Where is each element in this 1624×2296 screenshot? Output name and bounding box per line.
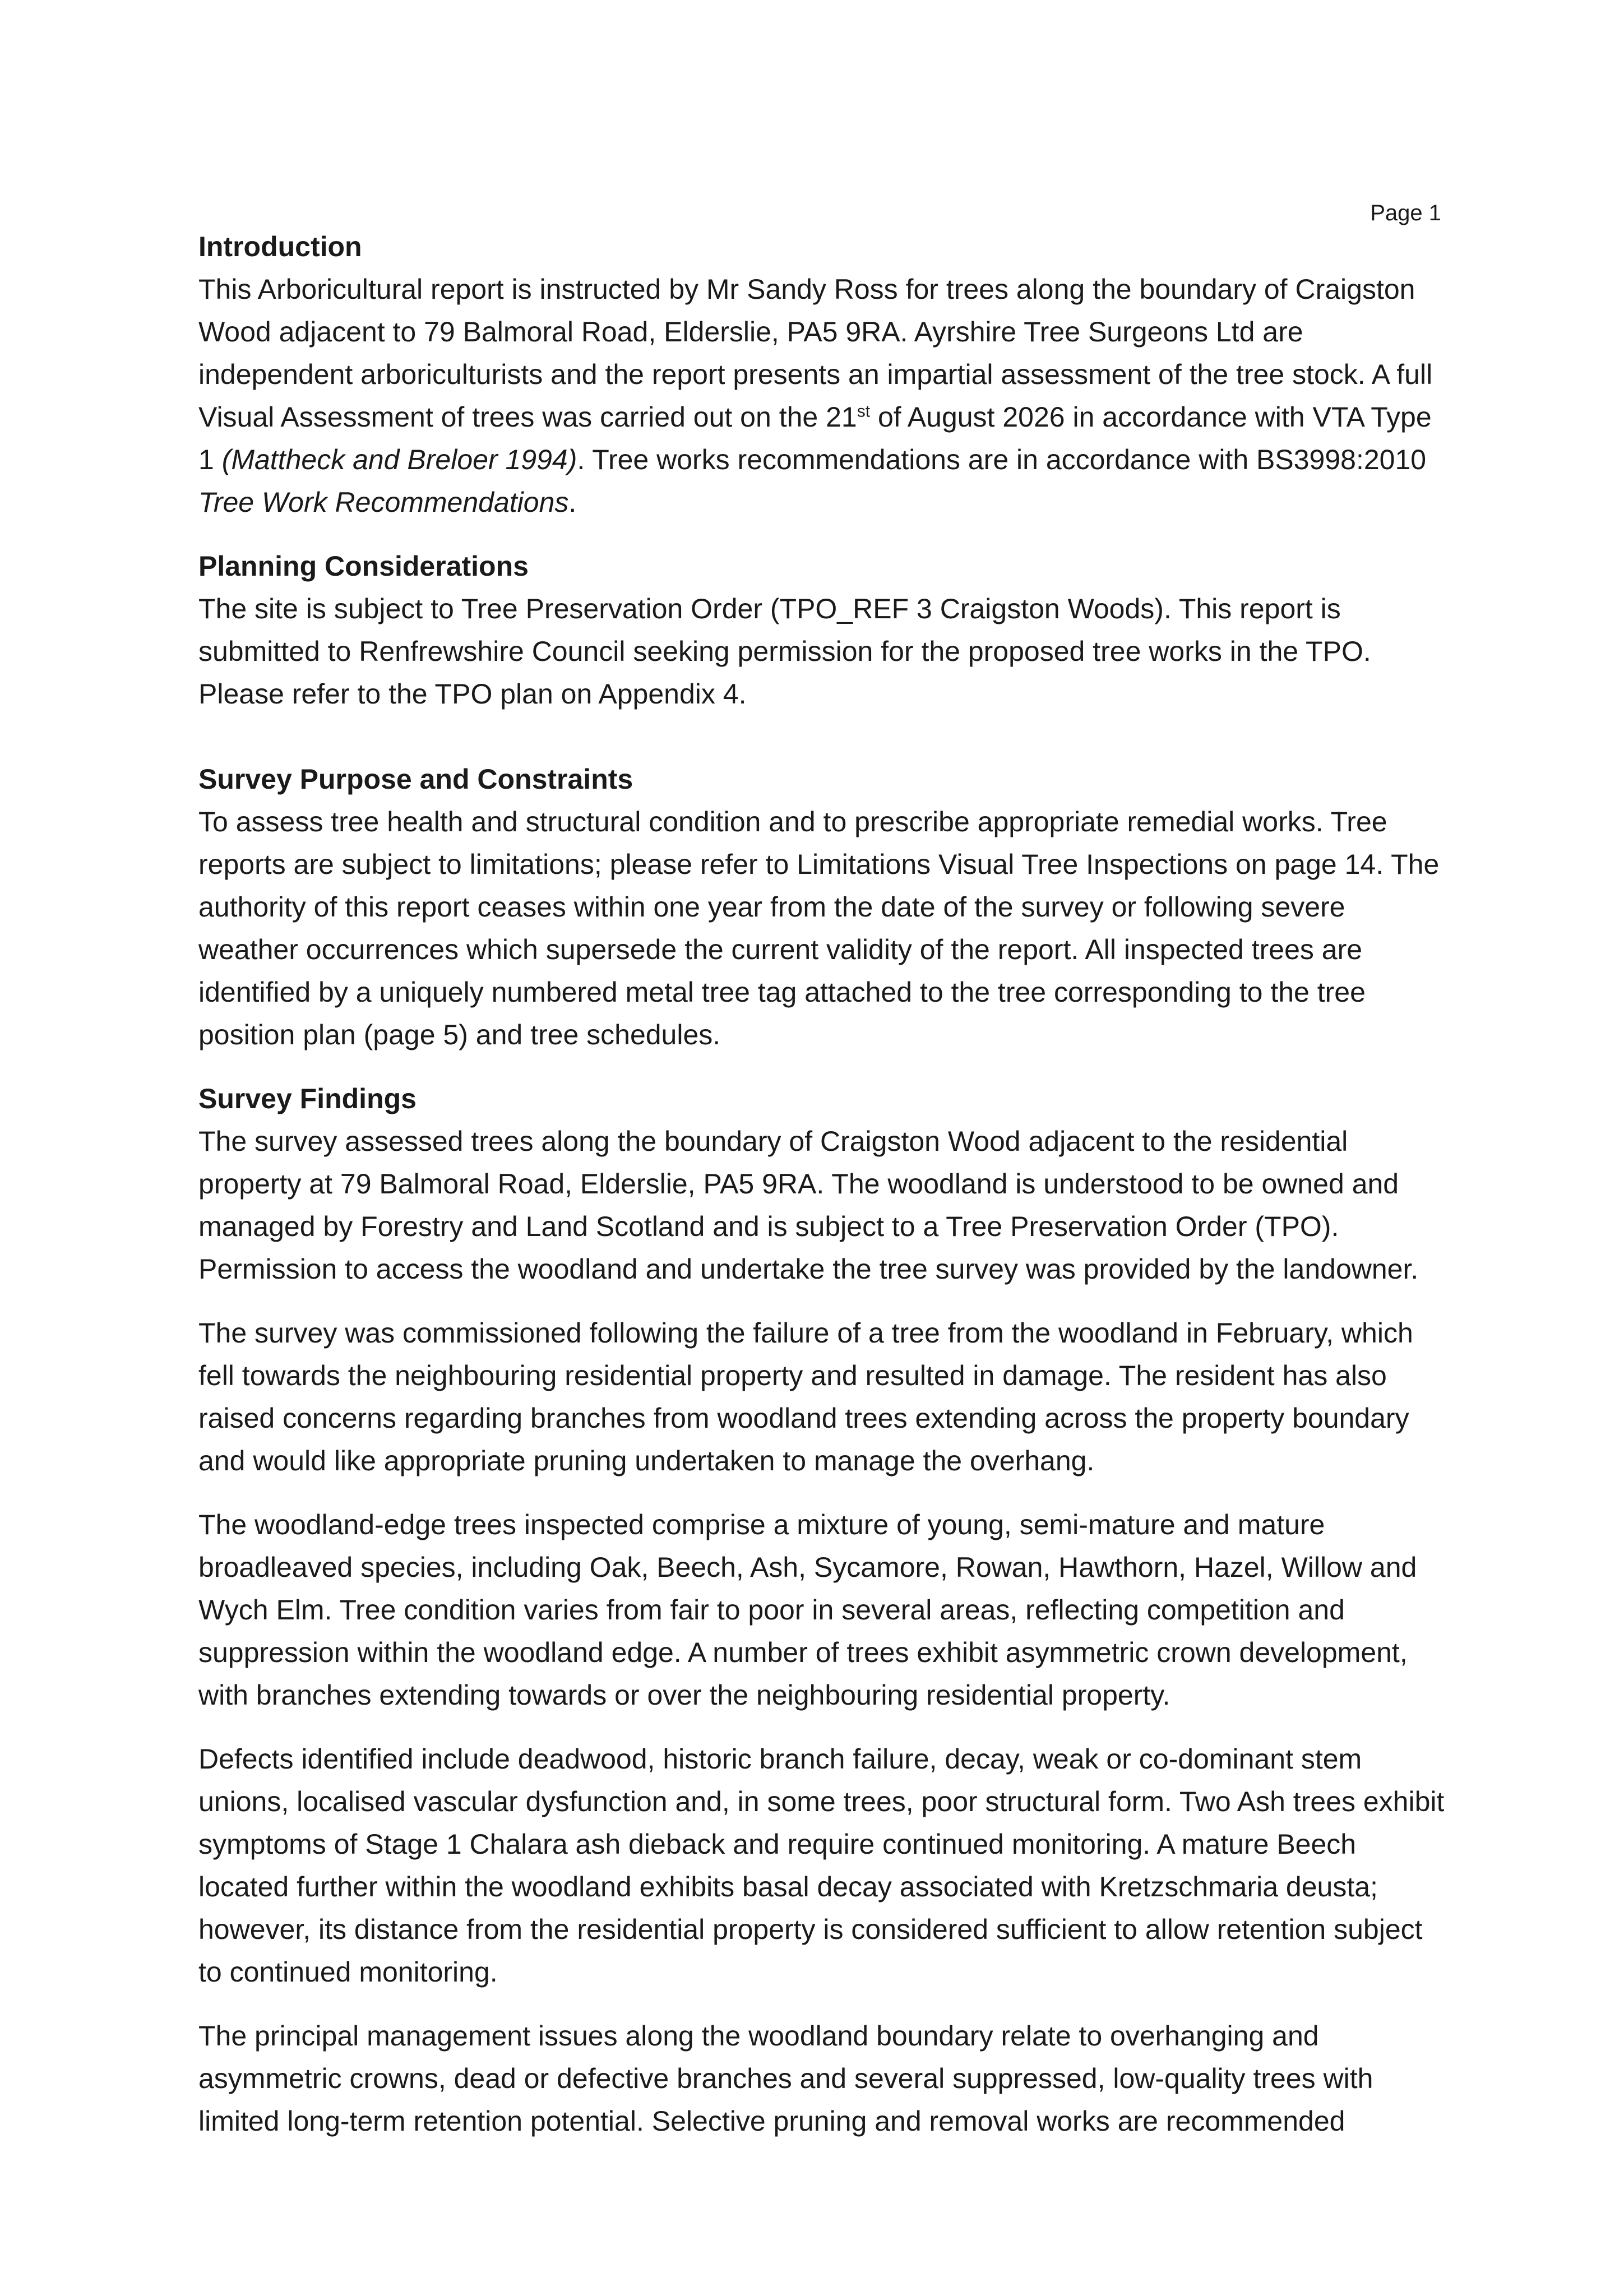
intro-text-1: This Arboricultural report is instructed by Mr Sandy Ross for trees along the boundary of Craigston Wood adjacent to 79 Balmoral Road, Elderslie, PA5 9RA. Ayrshire Tree Surgeons Ltd are independent arboriculturists and the report presents an impartial assessment of the tree stock. A full Visual Assessment of trees was carried out on the 21 [198,274,1433,433]
findings-paragraph-2: The survey was commissioned following the failure of a tree from the woodland in February, which fell towards the neighbouring residential property and resulted in damage. The resident has also raised concerns regarding branches from woodland trees extending across the property boundary and would like appropriate pruning undertaken to manage the overhang. [198,1317,1413,1476]
findings-paragraph-1: The survey assessed trees along the boundary of Craigston Wood adjacent to the residential property at 79 Balmoral Road, Elderslie, PA5 9RA. The woodland is understood to be owned and managed by Forestry and Land Scotland and is subject to a Tree Preservation Order (TPO). Permission to access the woodland and undertake the tree survey was provided by the landowner. [198,1126,1419,1285]
findings-paragraph-5: The principal management issues along the woodland boundary relate to overhanging and asymmetric crowns, dead or defective branches and several suppressed, low-quality trees with limited long-term retention potential. Selective pruning and removal works are recommended [198,2020,1373,2137]
intro-text-end: . [568,487,577,518]
vta-citation: (Mattheck and Breloer 1994) [221,444,577,475]
planning-paragraph: The site is subject to Tree Preservation Order (TPO_REF 3 Craigston Woods). This report is submitted to Renfrewshire Council seeking permission for the proposed tree works in the TPO. Please refer to the TPO plan on Appendix 4. [198,593,1371,710]
planning-section [198,545,1449,715]
survey-purpose-paragraph: To assess tree health and structural condition and to prescribe appropriate remedial works. Tree reports are subject to limitations; please refer to Limitations Visual Tree Inspections on page 14. The authority of this report ceases within one year from the date of the survey or following severe weather occurrences which supersede the current validity of the report. All inspected trees are identified by a uniquely numbered metal tree tag attached to the tree corresponding to the tree position plan (page 5) and tree schedules. [198,806,1440,1050]
survey-findings-section [198,1077,1449,2142]
page-number: Page 1 [1370,201,1441,225]
survey-purpose-section [198,758,1449,1056]
planning-heading: Planning Considerations [198,550,529,582]
intro-text-2: of August 2026 in accordance with VTA Type 1 [198,401,1432,475]
intro-text-3: . Tree works recommendations are in accordance with BS3998:2010 [577,444,1427,475]
standard-title: Tree Work Recommendations [198,487,569,518]
report-body [198,225,1449,2142]
findings-paragraph-3: The woodland-edge trees inspected comprise a mixture of young, semi-mature and mature broadleaved species, including Oak, Beech, Ash, Sycamore, Rowan, Hawthorn, Hazel, Willow and Wych Elm. Tree condition varies from fair to poor in several areas, reflecting competition and suppression within the woodland edge. A number of trees exhibit asymmetric crown development, with branches extending towards or over the neighbouring residential property. [198,1509,1417,1711]
introduction-paragraph [198,268,1449,524]
introduction-heading: Introduction [198,231,362,262]
survey-findings-heading: Survey Findings [198,1083,417,1114]
survey-purpose-heading: Survey Purpose and Constraints [198,763,633,795]
findings-paragraph-4: Defects identified include deadwood, historic branch failure, decay, weak or co-dominant stem unions, localised vascular dysfunction and, in some trees, poor structural form. Two Ash trees exhibit symptoms of Stage 1 Chalara ash dieback and require continued monitoring. A mature Beech located further within the woodland exhibits basal decay associated with Kretzschmaria deusta; however, its distance from the residential property is considered sufficient to allow retention subject to continued monitoring. [198,1743,1445,1988]
date-ordinal-suffix: st [857,402,871,421]
introduction-section [198,225,1449,524]
